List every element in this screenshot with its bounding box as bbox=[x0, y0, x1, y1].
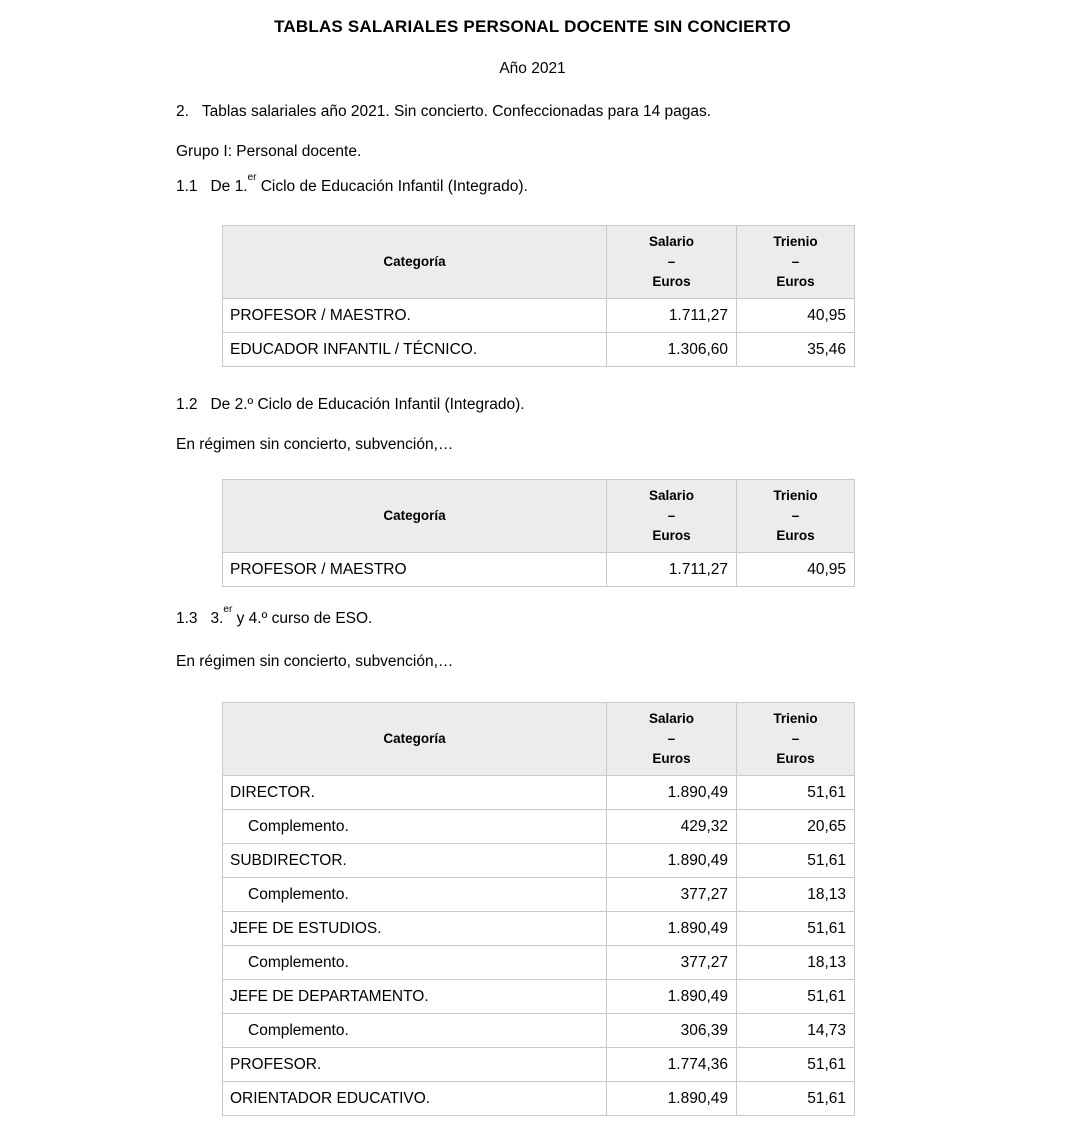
col-header-trienio-line3: Euros bbox=[776, 528, 815, 543]
table-header-row bbox=[223, 480, 855, 553]
col-header-salario-line3: Euros bbox=[652, 274, 691, 289]
cell-trienio: 51,61 bbox=[737, 844, 855, 878]
table-row bbox=[223, 553, 855, 587]
group-heading: Grupo I: Personal docente. bbox=[176, 143, 362, 160]
col-header-trienio bbox=[737, 480, 855, 553]
salary-table-1-1 bbox=[222, 225, 855, 367]
col-header-salario-dash: – bbox=[667, 508, 676, 523]
col-header-categoria: Categoría bbox=[223, 226, 607, 299]
section-1-3-text-post: y 4.º curso de ESO. bbox=[232, 610, 373, 628]
cell-trienio: 18,13 bbox=[737, 946, 855, 980]
cell-trienio: 51,61 bbox=[737, 980, 855, 1014]
cell-categoria: Complemento. bbox=[223, 1014, 607, 1048]
section-heading-1-2: 1.2 De 2.º Ciclo de Educación Infantil (Integrado). bbox=[176, 396, 525, 413]
table-header-row bbox=[223, 703, 855, 776]
cell-trienio: 14,73 bbox=[737, 1014, 855, 1048]
table-row bbox=[223, 810, 855, 844]
section-heading-1-1 bbox=[176, 172, 528, 196]
col-header-trienio-dash: – bbox=[791, 731, 800, 746]
table-row bbox=[223, 844, 855, 878]
col-header-trienio bbox=[737, 703, 855, 776]
cell-trienio: 40,95 bbox=[737, 299, 855, 333]
col-header-salario-dash: – bbox=[667, 254, 676, 269]
col-header-salario-line1: Salario bbox=[648, 234, 695, 249]
col-header-salario-line3: Euros bbox=[652, 528, 691, 543]
col-header-categoria: Categoría bbox=[223, 703, 607, 776]
col-header-categoria: Categoría bbox=[223, 480, 607, 553]
cell-trienio: 51,61 bbox=[737, 912, 855, 946]
cell-trienio: 51,61 bbox=[737, 1082, 855, 1116]
table-row bbox=[223, 1048, 855, 1082]
table-row bbox=[223, 912, 855, 946]
cell-categoria: SUBDIRECTOR. bbox=[223, 844, 607, 878]
section-1-3-ordinal-sup: er bbox=[223, 604, 233, 615]
table-row bbox=[223, 333, 855, 367]
cell-trienio: 40,95 bbox=[737, 553, 855, 587]
section-1-2-note: En régimen sin concierto, subvención,… bbox=[176, 436, 454, 453]
col-header-salario bbox=[607, 226, 737, 299]
cell-trienio: 20,65 bbox=[737, 810, 855, 844]
cell-categoria: PROFESOR / MAESTRO. bbox=[223, 299, 607, 333]
table-row bbox=[223, 1014, 855, 1048]
cell-salario: 1.890,49 bbox=[607, 912, 737, 946]
cell-salario: 1.306,60 bbox=[607, 333, 737, 367]
cell-trienio: 51,61 bbox=[737, 776, 855, 810]
cell-categoria: JEFE DE ESTUDIOS. bbox=[223, 912, 607, 946]
table-1-1-container bbox=[222, 225, 855, 367]
cell-trienio: 51,61 bbox=[737, 1048, 855, 1082]
col-header-salario bbox=[607, 480, 737, 553]
cell-salario: 1.774,36 bbox=[607, 1048, 737, 1082]
cell-salario: 1.890,49 bbox=[607, 1082, 737, 1116]
salary-table-1-3 bbox=[222, 702, 855, 1116]
section-1-3-note: En régimen sin concierto, subvención,… bbox=[176, 653, 454, 670]
table-row bbox=[223, 980, 855, 1014]
table-row bbox=[223, 299, 855, 333]
cell-salario: 1.711,27 bbox=[607, 553, 737, 587]
page-title: TABLAS SALARIALES PERSONAL DOCENTE SIN CONCIERTO bbox=[274, 17, 791, 36]
col-header-trienio-dash: – bbox=[791, 254, 800, 269]
col-header-trienio-line1: Trienio bbox=[773, 711, 818, 726]
col-header-trienio-line1: Trienio bbox=[773, 234, 818, 249]
section-1-1-text-post: Ciclo de Educación Infantil (Integrado). bbox=[256, 178, 528, 196]
cell-salario: 1.890,49 bbox=[607, 844, 737, 878]
section-1-1-text-pre: 1.1 De 1. bbox=[176, 178, 248, 196]
cell-trienio: 18,13 bbox=[737, 878, 855, 912]
col-header-salario-line1: Salario bbox=[648, 711, 695, 726]
cell-trienio: 35,46 bbox=[737, 333, 855, 367]
cell-salario: 377,27 bbox=[607, 946, 737, 980]
section-1-3-text-pre: 1.3 3. bbox=[176, 610, 224, 628]
table-header-row bbox=[223, 226, 855, 299]
salary-table-1-2 bbox=[222, 479, 855, 587]
col-header-salario-dash: – bbox=[667, 731, 676, 746]
col-header-trienio-line3: Euros bbox=[776, 751, 815, 766]
table-row bbox=[223, 776, 855, 810]
cell-categoria: ORIENTADOR EDUCATIVO. bbox=[223, 1082, 607, 1116]
cell-salario: 306,39 bbox=[607, 1014, 737, 1048]
cell-salario: 1.711,27 bbox=[607, 299, 737, 333]
table-row bbox=[223, 1082, 855, 1116]
col-header-salario-line1: Salario bbox=[648, 488, 695, 503]
table-row bbox=[223, 946, 855, 980]
col-header-trienio-line3: Euros bbox=[776, 274, 815, 289]
cell-categoria: PROFESOR / MAESTRO bbox=[223, 553, 607, 587]
cell-categoria: EDUCADOR INFANTIL / TÉCNICO. bbox=[223, 333, 607, 367]
table-row bbox=[223, 878, 855, 912]
cell-salario: 377,27 bbox=[607, 878, 737, 912]
table-1-2-container bbox=[222, 479, 855, 587]
cell-categoria: Complemento. bbox=[223, 878, 607, 912]
cell-categoria: Complemento. bbox=[223, 946, 607, 980]
cell-categoria: PROFESOR. bbox=[223, 1048, 607, 1082]
section-1-1-ordinal-sup: er bbox=[247, 172, 257, 183]
cell-categoria: JEFE DE DEPARTAMENTO. bbox=[223, 980, 607, 1014]
col-header-trienio-dash: – bbox=[791, 508, 800, 523]
cell-salario: 1.890,49 bbox=[607, 776, 737, 810]
page-subtitle: Año 2021 bbox=[499, 60, 566, 77]
cell-categoria: DIRECTOR. bbox=[223, 776, 607, 810]
col-header-salario bbox=[607, 703, 737, 776]
cell-salario: 1.890,49 bbox=[607, 980, 737, 1014]
section-heading-1-3 bbox=[176, 604, 373, 628]
col-header-trienio bbox=[737, 226, 855, 299]
intro-paragraph: 2. Tablas salariales año 2021. Sin concierto. Confeccionadas para 14 pagas. bbox=[176, 103, 712, 120]
cell-salario: 429,32 bbox=[607, 810, 737, 844]
col-header-trienio-line1: Trienio bbox=[773, 488, 818, 503]
table-1-3-container bbox=[222, 702, 855, 1116]
cell-categoria: Complemento. bbox=[223, 810, 607, 844]
col-header-salario-line3: Euros bbox=[652, 751, 691, 766]
